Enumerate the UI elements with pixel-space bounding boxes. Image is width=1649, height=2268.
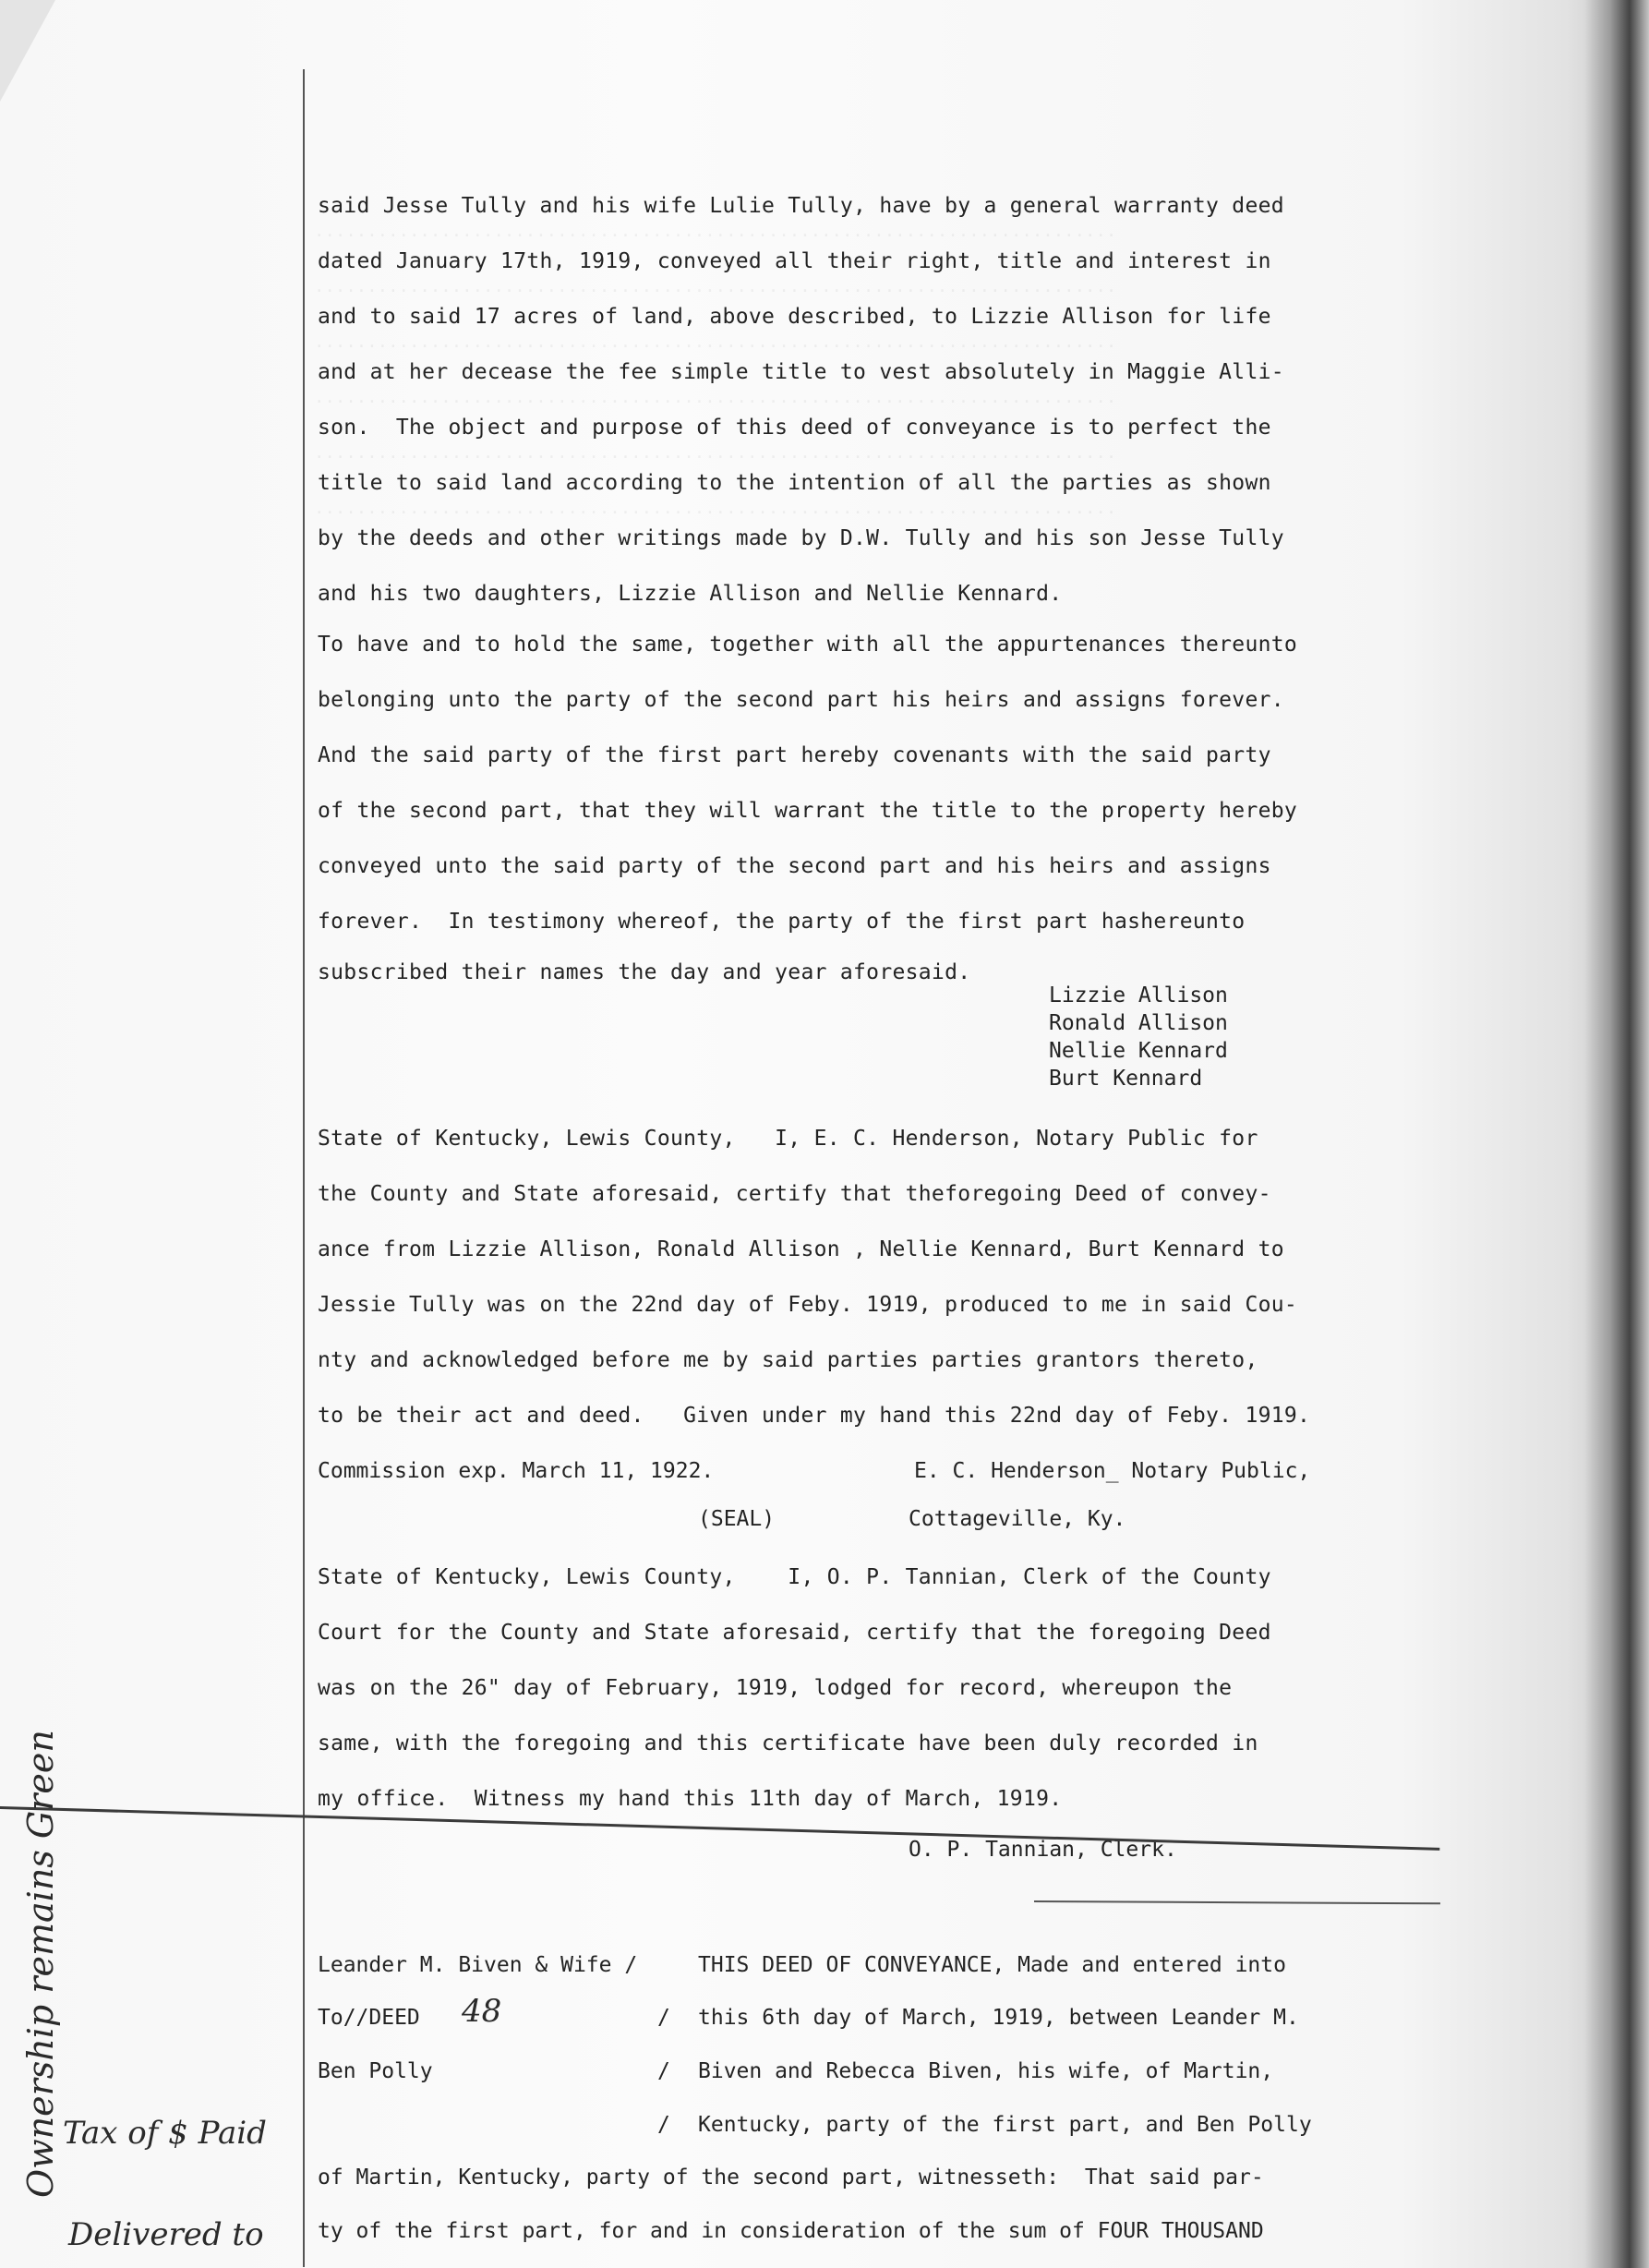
- clerk-line: same, with the foregoing and this certificate have been duly recorded in: [318, 1731, 1258, 1755]
- body-line: dated January 17th, 1919, conveyed all their right, title and interest in: [318, 249, 1271, 273]
- caption-slash: /: [657, 2006, 670, 2030]
- body-line: and to said 17 acres of land, above described, to Lizzie Allison for life: [318, 305, 1271, 329]
- body-line: said Jesse Tully and his wife Lulie Tully, have by a general warranty deed: [318, 194, 1284, 218]
- margin-note-vertical: Ownership remains Green: [20, 1730, 61, 2198]
- body-line: belonging unto the party of the second part his heirs and assigns forever.: [318, 688, 1284, 712]
- deed-preamble-line: Biven and Rebecca Biven, his wife, of Martin,: [698, 2059, 1274, 2083]
- body-line: and his two daughters, Lizzie Allison and Nellie Kennard.: [318, 582, 1063, 606]
- deed-grantor: Leander M. Biven & Wife /: [318, 1953, 638, 1977]
- notary-town: Cottageville, Ky.: [909, 1507, 1126, 1531]
- deed-grantee: Ben Polly: [318, 2059, 433, 2083]
- body-line: of the second part, that they will warrant the title to the property hereby: [318, 799, 1298, 823]
- signature-line: Lizzie Allison: [1049, 983, 1228, 1007]
- body-line: And the said party of the first part hereby covenants with the said party: [318, 743, 1271, 767]
- notary-signature: E. C. Henderson_ Notary Public,: [914, 1459, 1311, 1483]
- deed-type: To//DEED: [318, 2006, 420, 2030]
- commission-expiry: Commission exp. March 11, 1922.: [318, 1459, 715, 1483]
- deed-body-line: ty of the first part, for and in consideration of the sum of FOUR THOUSAND: [318, 2219, 1264, 2243]
- notary-line: the County and State aforesaid, certify that theforegoing Deed of convey-: [318, 1182, 1271, 1206]
- body-line: To have and to hold the same, together with all the appurtenances thereunto: [318, 633, 1298, 657]
- body-line: title to said land according to the intention of all the parties as shown: [318, 471, 1271, 495]
- body-line: son. The object and purpose of this deed of conveyance is to perfect the: [318, 416, 1271, 440]
- body-line: by the deeds and other writings made by D.W. Tully and his son Jesse Tully: [318, 526, 1284, 550]
- folded-corner: [0, 0, 55, 102]
- clerk-line: my office. Witness my hand this 11th day of March, 1919.: [318, 1787, 1063, 1811]
- notary-line: nty and acknowledged before me by said parties parties grantors thereto,: [318, 1348, 1258, 1372]
- deed-preamble-line: THIS DEED OF CONVEYANCE, Made and entered into: [698, 1953, 1286, 1977]
- notary-line: ance from Lizzie Allison, Ronald Allison , Nellie Kennard, Burt Kennard to: [318, 1237, 1284, 1261]
- caption-slash: /: [657, 2059, 670, 2083]
- deed-preamble-line: Kentucky, party of the first part, and Ben Polly: [698, 2113, 1312, 2137]
- notary-seal: (SEAL): [698, 1507, 776, 1531]
- clerk-line: State of Kentucky, Lewis County, I, O. P. Tannian, Clerk of the County: [318, 1565, 1271, 1589]
- signature-line: Ronald Allison: [1049, 1011, 1228, 1035]
- notary-line: Jessie Tully was on the 22nd day of Feby. 1919, produced to me in said Cou-: [318, 1293, 1298, 1317]
- margin-note-tax: Tax of $ Paid: [63, 2115, 267, 2152]
- notary-line: State of Kentucky, Lewis County, I, E. C. Henderson, Notary Public for: [318, 1127, 1258, 1151]
- deed-number-handwritten: 48: [462, 1993, 502, 2030]
- clerk-signature: O. P. Tannian, Clerk.: [909, 1838, 1177, 1862]
- notary-line: to be their act and deed. Given under my hand this 22nd day of Feby. 1919.: [318, 1404, 1311, 1428]
- section-divider: [0, 1806, 1439, 1851]
- caption-slash: /: [657, 2113, 670, 2137]
- deed-preamble-line: this 6th day of March, 1919, between Leander M.: [698, 2006, 1299, 2030]
- margin-rule: [303, 69, 305, 2267]
- section-divider-short: [1034, 1900, 1440, 1904]
- body-line: conveyed unto the said party of the second part and his heirs and assigns: [318, 854, 1271, 878]
- signature-line: Burt Kennard: [1049, 1067, 1203, 1091]
- body-line: subscribed their names the day and year aforesaid.: [318, 960, 971, 984]
- margin-note-delivered: Delivered to: [68, 2216, 264, 2253]
- page-binding-shadow: [1584, 0, 1649, 2268]
- clerk-line: Court for the County and State aforesaid, certify that the foregoing Deed: [318, 1621, 1271, 1645]
- clerk-line: was on the 26" day of February, 1919, lodged for record, whereupon the: [318, 1676, 1233, 1700]
- signature-line: Nellie Kennard: [1049, 1039, 1228, 1063]
- body-line: forever. In testimony whereof, the party of the first part hashereunto: [318, 910, 1246, 934]
- bleed-through-text: ............................................................................ ............................................................................ ............................................................................ ............................................................................ ............................................................................ ............................................................................: [314, 221, 1117, 518]
- deed-body-line: of Martin, Kentucky, party of the second part, witnesseth: That said par-: [318, 2165, 1264, 2190]
- body-line: and at her decease the fee simple title to vest absolutely in Maggie Alli-: [318, 360, 1284, 384]
